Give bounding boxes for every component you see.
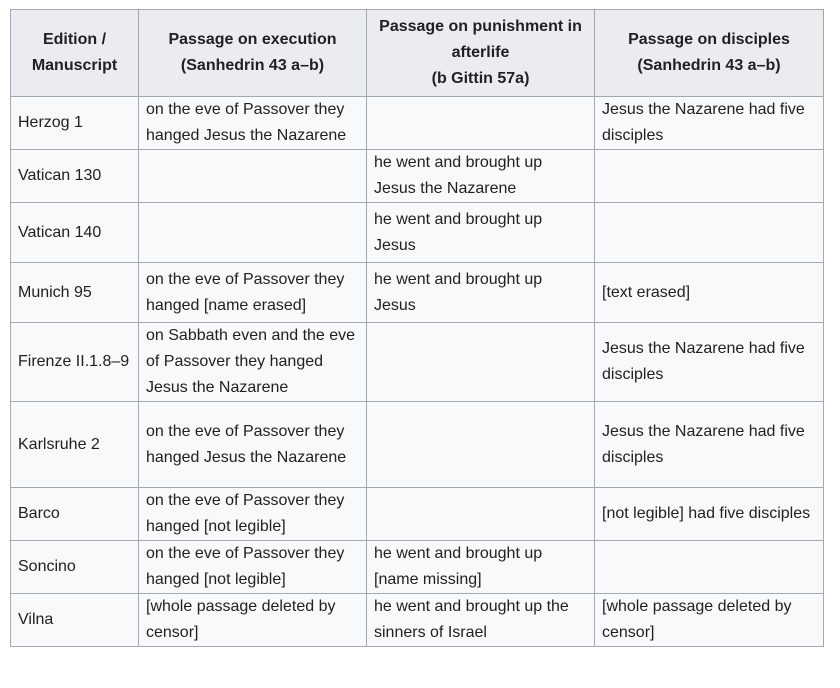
- header-row: [11, 10, 824, 97]
- disciples-cell: [not legible] had five disciples: [595, 488, 824, 541]
- disciples-cell: [595, 150, 824, 203]
- afterlife-cell: he went and brought up Jesus: [367, 263, 595, 323]
- edition-cell: Munich 95: [11, 263, 139, 323]
- execution-cell: on the eve of Passover they hanged [name erased]: [139, 263, 367, 323]
- afterlife-cell: [367, 97, 595, 150]
- table-row: [11, 263, 824, 323]
- execution-cell: on the eve of Passover they hanged [not legible]: [139, 488, 367, 541]
- edition-cell: Vilna: [11, 594, 139, 647]
- table-row: [11, 97, 824, 150]
- afterlife-cell: [367, 488, 595, 541]
- header-disciples: Passage on disciples (Sanhedrin 43 a–b): [595, 10, 824, 97]
- table-row: [11, 594, 824, 647]
- edition-cell: Firenze II.1.8–9: [11, 323, 139, 402]
- afterlife-cell: he went and brought up Jesus: [367, 203, 595, 263]
- header-afterlife: Passage on punishment in afterlife (b Gittin 57a): [367, 10, 595, 97]
- afterlife-cell: [367, 402, 595, 488]
- table-row: [11, 488, 824, 541]
- execution-cell: [139, 203, 367, 263]
- header-execution: Passage on execution (Sanhedrin 43 a–b): [139, 10, 367, 97]
- table-row: [11, 323, 824, 402]
- execution-cell: on the eve of Passover they hanged [not legible]: [139, 541, 367, 594]
- disciples-cell: Jesus the Nazarene had five disciples: [595, 402, 824, 488]
- header-edition: Edition / Manuscript: [11, 10, 139, 97]
- edition-cell: Vatican 140: [11, 203, 139, 263]
- table-row: [11, 541, 824, 594]
- disciples-cell: [whole passage deleted by censor]: [595, 594, 824, 647]
- table-row: [11, 402, 824, 488]
- afterlife-cell: [367, 323, 595, 402]
- disciples-cell: Jesus the Nazarene had five disciples: [595, 323, 824, 402]
- afterlife-cell: he went and brought up the sinners of Israel: [367, 594, 595, 647]
- edition-cell: Vatican 130: [11, 150, 139, 203]
- disciples-cell: [595, 203, 824, 263]
- afterlife-cell: he went and brought up Jesus the Nazarene: [367, 150, 595, 203]
- execution-cell: [139, 150, 367, 203]
- edition-cell: Herzog 1: [11, 97, 139, 150]
- disciples-cell: Jesus the Nazarene had five disciples: [595, 97, 824, 150]
- execution-cell: on the eve of Passover they hanged Jesus the Nazarene: [139, 97, 367, 150]
- disciples-cell: [595, 541, 824, 594]
- execution-cell: [whole passage deleted by censor]: [139, 594, 367, 647]
- edition-cell: Karlsruhe 2: [11, 402, 139, 488]
- edition-cell: Soncino: [11, 541, 139, 594]
- manuscript-comparison-table: [10, 9, 824, 647]
- execution-cell: on the eve of Passover they hanged Jesus the Nazarene: [139, 402, 367, 488]
- afterlife-cell: he went and brought up [name missing]: [367, 541, 595, 594]
- table-row: [11, 203, 824, 263]
- edition-cell: Barco: [11, 488, 139, 541]
- execution-cell: on Sabbath even and the eve of Passover they hanged Jesus the Nazarene: [139, 323, 367, 402]
- disciples-cell: [text erased]: [595, 263, 824, 323]
- table-row: [11, 150, 824, 203]
